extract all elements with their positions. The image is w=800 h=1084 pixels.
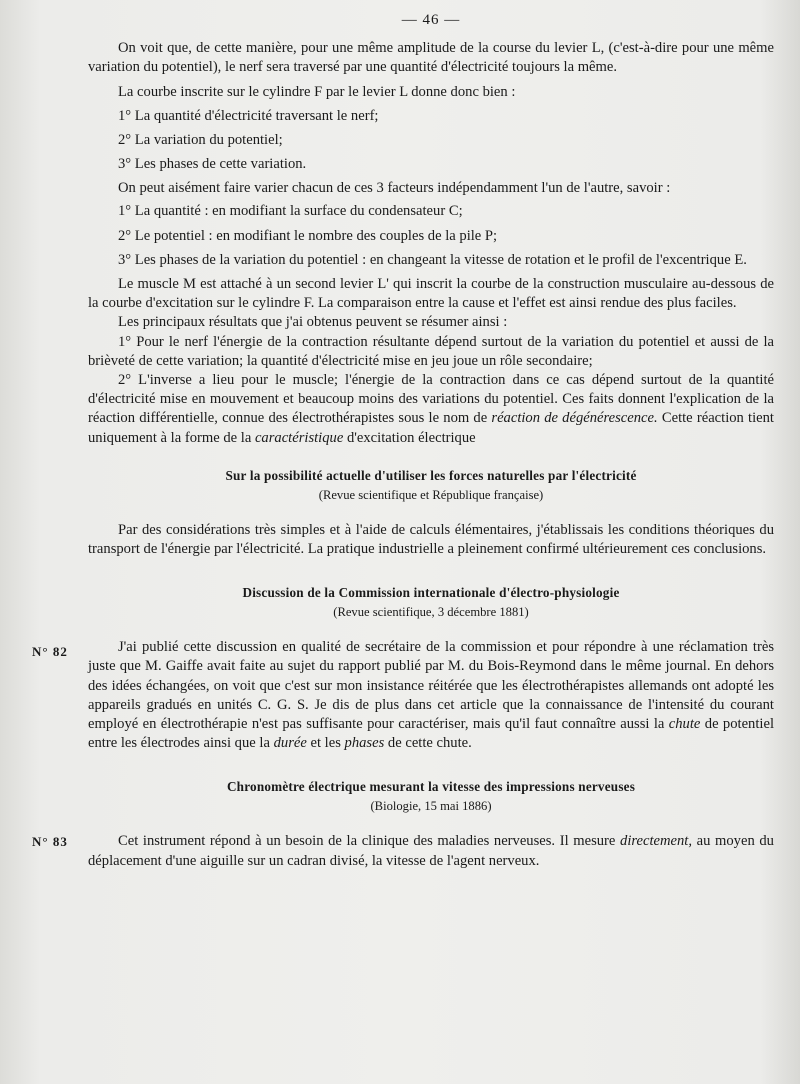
- list-item: 3° Les phases de cette variation.: [118, 156, 307, 173]
- section-title-commission: Discussion de la Commission internationale d'électro-physiologie: [242, 585, 620, 601]
- section-source-commission: (Revue scientifique, 3 décembre 1881): [333, 605, 529, 620]
- entry-83: [32, 832, 774, 870]
- section-source-forces: (Revue scientifique et République française): [318, 487, 544, 502]
- list-item: 2° La variation du potentiel;: [118, 131, 283, 148]
- paragraph-curve-intro: La courbe inscrite sur le cylindre F par le levier L donne donc bien :: [118, 84, 516, 101]
- section-source-chronometer: (Biologie, 15 mai 1886): [370, 799, 492, 814]
- paragraph-results-intro: Les principaux résultats que j'ai obtenus peuvent se résumer ainsi :: [118, 314, 508, 331]
- paragraph-factors: On peut aisément faire varier chacun de ces 3 facteurs indépendamment l'un de l'autre, savoir :: [118, 180, 671, 197]
- entry-number: N° 82: [32, 644, 68, 660]
- list-item: 3° Les phases de la variation du potentiel : en changeant la vitesse de rotation et le profil de l'excentrique E.: [118, 251, 747, 268]
- paragraph-result-muscle: 2° L'inverse a lieu pour le muscle; l'énergie de la contraction dans ce cas dépend surtout de la quantité d'électricité mise en mouvement et beaucoup moins des variations du potentiel. Ces faits donnent l'explication de la réaction différentielle, connue des électrothérapistes sous le nom de réaction de dégénérescence. Cette réaction tient uniquement à la forme de la caractéristique d'excitation électrique: [88, 372, 774, 446]
- entry-82: [32, 638, 774, 753]
- list-item: 2° Le potentiel : en modifiant le nombre des couples de la pile P;: [118, 227, 498, 244]
- section-title-forces: Sur la possibilité actuelle d'utiliser les forces naturelles par l'électricité: [225, 467, 637, 483]
- section-title-chronometer: Chronomètre électrique mesurant la vitesse des impressions nerveuses: [226, 779, 636, 795]
- paragraph-result-nerve: 1° Pour le nerf l'énergie de la contraction résultante dépend surtout de la variation du potentiel et aussi de la brièveté de cette variation; la quantité d'électricité mise en jeu joue un rôle secondaire;: [88, 333, 774, 369]
- paragraph-commission: J'ai publié cette discussion en qualité de secrétaire de la commission et pour répondre à une réclamation très juste que M. Gaiffe avait faite au sujet du rapport publié par M. du Bois-Reymond dans le même journal. En dehors des idées échangées, on voit que c'est sur mon insistance réitérée que les électrothérapistes allemands ont adopté les appareils gradués en unités C. G. S. Je dis de plus dans cet article que la connaissance de l'intensité du courant employé en électrothérapie n'est pas suffisante pour caractériser, mais qu'il faut connaître aussi la chute de potentiel entre les électrodes ainsi que la durée et les phases de cette chute.: [88, 639, 774, 752]
- paragraph-chronometer: Cet instrument répond à un besoin de la clinique des maladies nerveuses. Il mesure directement, au moyen du déplacement d'une aiguille sur un cadran divisé, la vitesse de l'agent nerveux.: [88, 833, 774, 869]
- list-item: 1° La quantité : en modifiant la surface du condensateur C;: [118, 203, 463, 220]
- list-item: 1° La quantité d'électricité traversant le nerf;: [118, 107, 379, 124]
- paragraph-muscle: Le muscle M est attaché à un second levier L' qui inscrit la courbe de la construction musculaire au-dessous de la courbe d'excitation sur le cylindre F. La comparaison entre la cause et l'effet est ainsi rendue des plus faciles.: [88, 276, 774, 312]
- entry-number: N° 83: [32, 834, 68, 850]
- paragraph-amplitude: On voit que, de cette manière, pour une même amplitude de la course du levier L, (c'est-à-dire pour une même variation du potentiel), le nerf sera traversé par une quantité d'électricité toujours la même.: [88, 40, 774, 76]
- page-number: — 46 —: [401, 12, 461, 28]
- paragraph-forces: Par des considérations très simples et à l'aide de calculs élémentaires, j'établissais les conditions théoriques du transport de l'énergie par l'électricité. La pratique industrielle a pleinement confirmé ultérieurement ces conclusions.: [88, 521, 774, 558]
